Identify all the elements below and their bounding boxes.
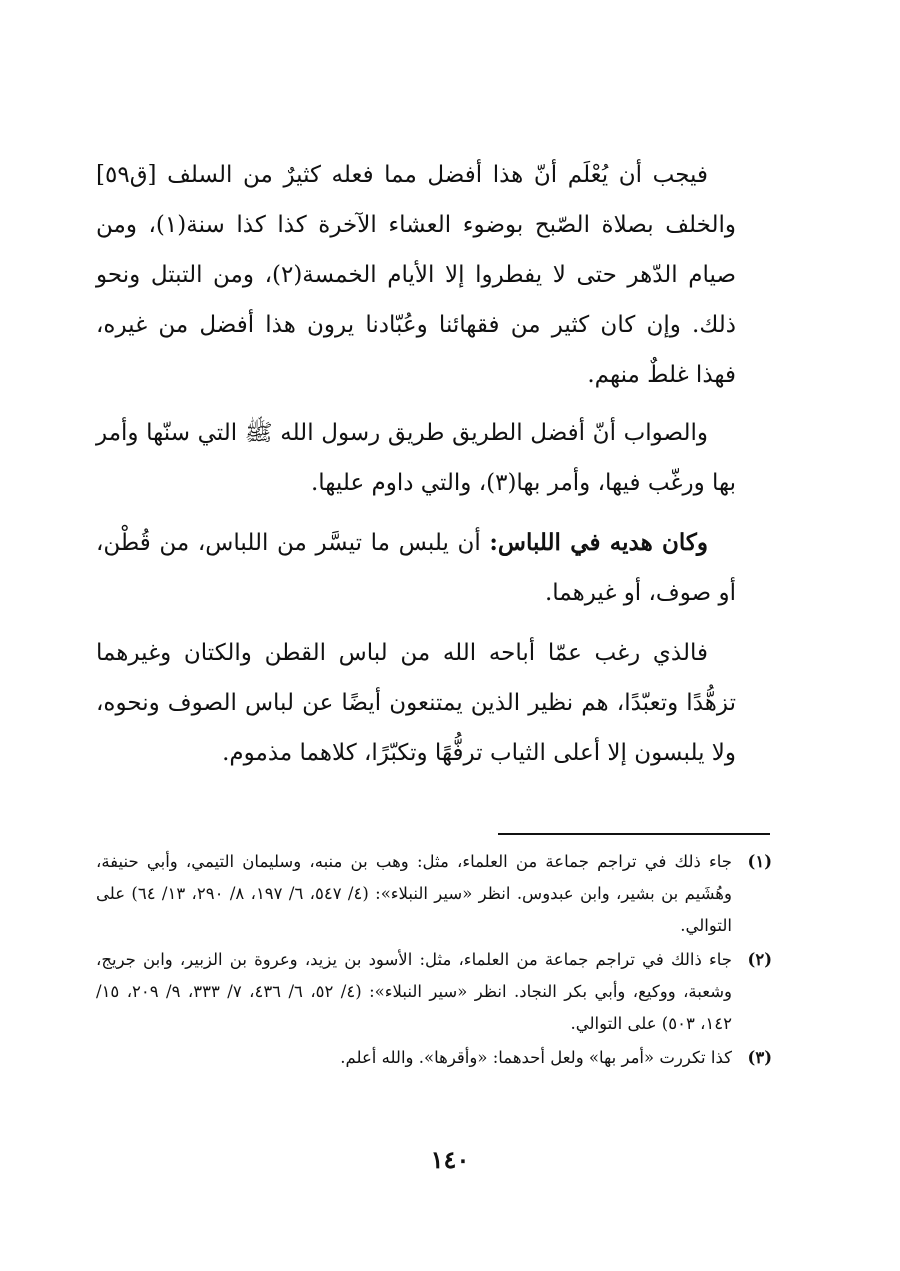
footnote-2 <box>96 944 772 1040</box>
footnote-marker: (٢) <box>747 950 772 969</box>
paragraph-text: فيجب أن يُعْلَم أنّ هذا أفضل مما فعله كثيرٌ من السلف [ق٥٩] والخلف بصلاة الصّبح بوضوء العشاء الآخرة كذا كذا سنة(١)، ومن صيام الدّهر حتى لا يفطروا إلا الأيام الخمسة(٢)، ومن التبتل ونحو ذلك. وإن كان كثير من فقهائنا وعُبّادنا يرون هذا أفضل من غيره، فهذا غلطٌ منهم. <box>96 162 737 388</box>
main-paragraph-2 <box>96 408 736 508</box>
footnote-marker: (١) <box>747 852 772 871</box>
footnote-3 <box>96 1042 772 1074</box>
paragraph-text: والصواب أنّ أفضل الطريق طريق رسول الله ﷺ التي سنّها وأمر بها ورغّب فيها، وأمر بها(٣)، والتي داوم عليها. <box>96 420 736 496</box>
footnote-text: كذا تكررت «أمر بها» ولعل أحدهما: «وأقرها». والله أعلم. <box>340 1048 732 1067</box>
footnotes-section <box>96 846 772 1076</box>
paragraph-body: أن يلبس ما تيسَّر من اللباس، من قُطْن، أو صوف، أو غيرهما. <box>96 530 736 606</box>
main-paragraph-3 <box>96 518 736 618</box>
main-paragraph-1 <box>96 150 736 400</box>
paragraph-text: فالذي رغب عمّا أباحه الله من لباس القطن والكتان وغيرهما تزهُّدًا وتعبّدًا، هم نظير الذين يمتنعون أيضًا عن لباس الصوف ونحوه، ولا يلبسون إلا أعلى الثياب ترفُّهًا وتكبّرًا، كلاهما مذموم. <box>96 640 736 766</box>
paragraph-lead-heading: وكان هديه في اللباس: <box>489 529 708 556</box>
footnote-separator <box>498 833 770 835</box>
main-paragraph-4 <box>96 628 736 778</box>
footnote-text: جاء ذلك في تراجم جماعة من العلماء، مثل: وهب بن منبه، وسليمان التيمي، وأبي حنيفة، وهُشَيم بن بشير، وابن عبدوس. انظر «سير النبلاء»: (٤/ ٥٤٧، ٦/ ١٩٧، ٨/ ٢٩٠، ١٣/ ٦٤) على التوالي. <box>96 852 732 935</box>
footnote-1 <box>96 846 772 942</box>
footnote-marker: (٣) <box>747 1048 772 1067</box>
page-number: ١٤٠ <box>430 1145 470 1174</box>
footnote-text: جاء ذالك في تراجم جماعة من العلماء، مثل: الأسود بن يزيد، وعروة بن الزبير، وابن جريج، وشعبة، ووكيع، وأبي بكر النجاد. انظر «سير النبلاء»: (٤/ ٥٢، ٦/ ٤٣٦، ٧/ ٣٣٣، ٩/ ٢٠٩، ١٥/ ١٤٢، ٥٠٣) على التوالي. <box>96 950 733 1033</box>
paragraph-text <box>96 518 736 618</box>
